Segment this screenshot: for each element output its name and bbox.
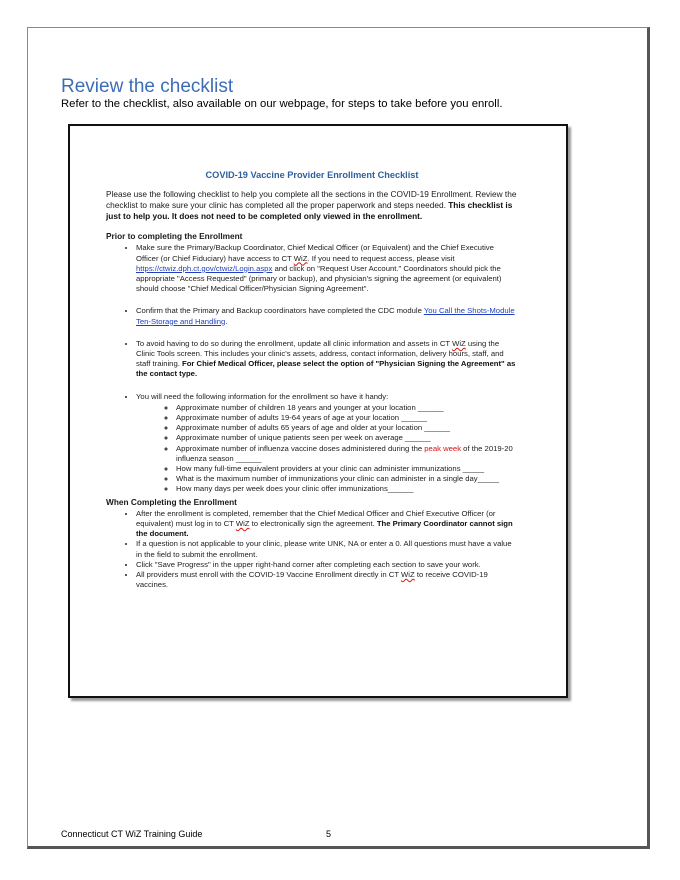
list-item: • Click "Save Progress" in the upper right-hand corner after completing each section to save your work. [136, 560, 518, 570]
when-list [106, 509, 518, 591]
sub-list-item: ◦ Approximate number of children 18 years and younger at your location ______ [176, 403, 518, 413]
prior-section-heading: Prior to completing the Enrollment [106, 231, 243, 242]
ctwiz-login-link[interactable]: https://ctwiz.dph.ct.gov/ctwiz/Login.aspx [136, 263, 273, 273]
checklist-title: COVID-19 Vaccine Provider Enrollment Checklist [205, 170, 419, 180]
sub-list-item: ◦ What is the maximum number of immunizations your clinic can administer in a single day_____ [176, 474, 518, 484]
page-subtitle: Refer to the checklist, also available on our webpage, for steps to take before you enroll. [61, 98, 503, 110]
wiz-name: WiZ [293, 253, 308, 263]
intro-bold: This checklist is just to help you. It does not need to be completed only viewed in the enrollment. [106, 200, 513, 222]
cdc-module-link[interactable]: You Call the Shots-Module Ten-Storage and Handling [136, 306, 515, 326]
footer-page-number: 5 [326, 829, 332, 839]
sub-list-item: ◦ Approximate number of adults 65 years of age and older at your location ______ [176, 423, 518, 433]
list-item: • You will need the following information for the enrollment so have it handy: ◦ Approximate number of children 18 years and younger at your location ______ ◦ Approximate number of adults 19-64 years of age at your location ______ ◦ Approximate number of adults 65 years of age and older at your location ______ ◦ Approximate number of unique patients seen per week on average ______ ◦ Approximate number of influenza vaccine doses administered during the peak week of the 2019-20 influenza season ______ ◦ How many full-time equivalent providers at your clinic can administer immunizations _____ ◦ What is the maximum number of immunizations your clinic can administer in a single day_____ ◦ How many days per week does your clinic offer immunizations______ [136, 392, 518, 495]
wiz-name: WiZ [401, 570, 415, 580]
checklist-screenshot [68, 124, 568, 698]
list-item: • All providers must enroll with the COVID-19 Vaccine Enrollment directly in CT WiZ to receive COVID-19 vaccines. [136, 570, 518, 590]
list-item: • If a question is not applicable to your clinic, please write UNK, NA or enter a 0. All questions must have a value in the field to submit the enrollment. [136, 539, 518, 559]
info-sublist [136, 403, 518, 495]
sub-list-item: ◦ How many days per week does your clinic offer immunizations______ [176, 484, 518, 494]
sub-list-item: ◦ How many full-time equivalent providers at your clinic can administer immunizations _____ [176, 464, 518, 474]
list-item: • After the enrollment is completed, remember that the Chief Medical Officer and Chief Executive Officer (or equivalent) must log in to CT WiZ to electronically sign the agreement. The Primary Coordinator cannot sign the document. [136, 509, 518, 540]
list-item: • Confirm that the Primary and Backup coordinators have completed the CDC module You Call the Shots-Module Ten-Storage and Handling. [136, 306, 518, 326]
wiz-name: WiZ [235, 519, 250, 529]
when-section-heading: When Completing the Enrollment [106, 496, 237, 507]
prior-list [106, 243, 518, 494]
list-item: • To avoid having to do so during the enrollment, update all clinic information and assets in CT WiZ using the Clinic Tools screen. This includes your clinic's assets, address, contact information, delivery hours, staff, and staff training. For Chief Medical Officer, please select the option of "Physician Signing the Agreement" as the contact type. [136, 339, 518, 380]
sub-list-item: ◦ Approximate number of adults 19-64 years of age at your location ______ [176, 413, 518, 423]
checklist-intro [106, 189, 518, 222]
peak-week-text: peak week [424, 443, 462, 453]
checklist-document [106, 170, 518, 591]
sub-list-item: ◦ Approximate number of unique patients seen per week on average ______ [176, 433, 518, 443]
intro-text: Please use the following checklist to help you complete all the sections in the COVID-19 Enrollment. Review the checklist to make sure your clinic has completed all the proper paperwork and steps needed. [106, 189, 517, 211]
footer-guide-title: Connecticut CT WiZ Training Guide [61, 829, 203, 839]
sub-list-item: ◦ Approximate number of influenza vaccine doses administered during the peak week of the 2019-20 influenza season ______ [176, 444, 518, 464]
list-item: • Make sure the Primary/Backup Coordinator, Chief Medical Officer (or Equivalent) and the Chief Executive Officer (or Chief Fiduciary) have access to CT WiZ. If you need to request access, please visit https://ctwiz.dph.ct.gov/ctwiz/Login.aspx and click on "Request User Account." Coordinators should pick the appropriate "Access Requested" (primary or backup), and physician's signing the agreement (or equivalent) should choose "Chief Medical Officer/Physician Signing Agreement". [136, 243, 518, 294]
page-heading: Review the checklist [61, 76, 234, 97]
wiz-name: WiZ [452, 338, 466, 348]
